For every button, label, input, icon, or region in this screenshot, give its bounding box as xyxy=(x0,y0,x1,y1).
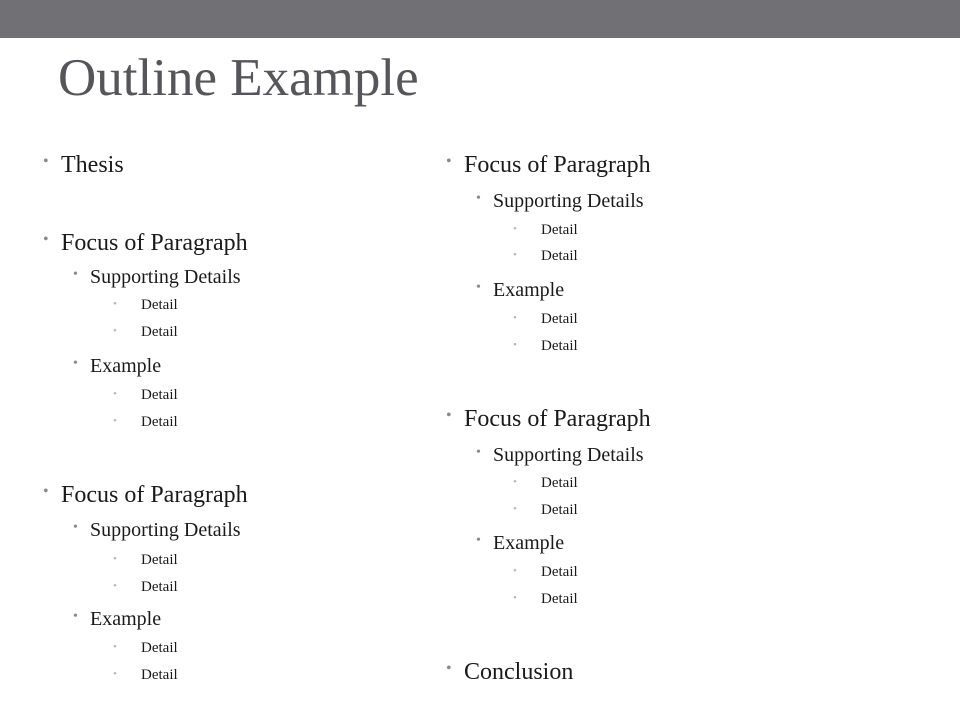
outline-item-label: Conclusion xyxy=(464,659,574,685)
outline-item-label: Detail xyxy=(141,297,178,313)
outline-item-label: Thesis xyxy=(61,152,124,178)
outline-item-focus xyxy=(43,230,248,256)
bullet-icon: • xyxy=(43,483,49,500)
outline-item-label: Supporting Details xyxy=(90,519,241,541)
bullet-icon: • xyxy=(113,298,117,310)
outline-item-label: Detail xyxy=(141,667,178,683)
outline-item-label: Example xyxy=(493,279,565,301)
bullet-icon: • xyxy=(446,407,452,424)
outline-item-label: Supporting Details xyxy=(493,444,644,466)
bullet-icon: • xyxy=(513,476,517,488)
bullet-icon: • xyxy=(43,153,49,170)
outline-detail xyxy=(513,502,578,518)
bullet-icon: • xyxy=(73,267,78,282)
outline-item-label: Focus of Paragraph xyxy=(61,230,248,256)
outline-item-label: Detail xyxy=(541,311,578,327)
outline-subitem-supporting-details xyxy=(476,444,644,466)
outline-item-focus xyxy=(446,406,651,432)
outline-item-label: Detail xyxy=(541,591,578,607)
outline-item-label: Detail xyxy=(141,324,178,340)
bullet-icon: • xyxy=(513,339,517,351)
outline-item-label: Detail xyxy=(541,475,578,491)
outline-subitem-example xyxy=(476,279,565,301)
outline-item-label: Focus of Paragraph xyxy=(464,152,651,178)
outline-detail xyxy=(513,222,578,238)
bullet-icon: • xyxy=(513,503,517,515)
bullet-icon: • xyxy=(513,249,517,261)
outline-item-conclusion xyxy=(446,659,574,685)
outline-item-label: Detail xyxy=(541,564,578,580)
outline-item-label: Example xyxy=(493,532,565,554)
outline-item-label: Example xyxy=(90,355,162,377)
bullet-icon: • xyxy=(513,312,517,324)
outline-subitem-example xyxy=(476,532,565,554)
outline-detail xyxy=(513,311,578,327)
outline-detail xyxy=(113,552,178,568)
outline-subitem-supporting-details xyxy=(73,519,241,541)
outline-item-focus xyxy=(43,482,248,508)
bullet-icon: • xyxy=(43,231,49,248)
outline-detail xyxy=(113,667,178,683)
outline-item-label: Detail xyxy=(541,338,578,354)
bullet-icon: • xyxy=(73,520,78,535)
outline-detail xyxy=(113,579,178,595)
top-band xyxy=(0,0,960,38)
outline-item-label: Supporting Details xyxy=(90,266,241,288)
bullet-icon: • xyxy=(513,565,517,577)
bullet-icon: • xyxy=(513,592,517,604)
outline-item-label: Detail xyxy=(141,414,178,430)
outline-item-thesis xyxy=(43,152,124,178)
bullet-icon: • xyxy=(113,325,117,337)
outline-detail xyxy=(513,475,578,491)
outline-subitem-example xyxy=(73,608,162,630)
bullet-icon: • xyxy=(113,668,117,680)
outline-item-label: Supporting Details xyxy=(493,190,644,212)
bullet-icon: • xyxy=(476,280,481,295)
bullet-icon: • xyxy=(113,415,117,427)
outline-item-label: Detail xyxy=(141,552,178,568)
bullet-icon: • xyxy=(446,153,452,170)
outline-item-label: Example xyxy=(90,608,162,630)
slide-title: Outline Example xyxy=(58,49,419,107)
outline-detail xyxy=(113,297,178,313)
outline-item-label: Focus of Paragraph xyxy=(61,482,248,508)
bullet-icon: • xyxy=(513,223,517,235)
outline-detail xyxy=(113,414,178,430)
bullet-icon: • xyxy=(113,553,117,565)
bullet-icon: • xyxy=(73,356,78,371)
bullet-icon: • xyxy=(476,533,481,548)
outline-detail xyxy=(113,640,178,656)
bullet-icon: • xyxy=(446,660,452,677)
outline-item-label: Detail xyxy=(541,502,578,518)
outline-item-label: Focus of Paragraph xyxy=(464,406,651,432)
outline-item-label: Detail xyxy=(141,579,178,595)
bullet-icon: • xyxy=(476,191,481,206)
outline-item-label: Detail xyxy=(141,387,178,403)
outline-subitem-supporting-details xyxy=(73,266,241,288)
bullet-icon: • xyxy=(73,609,78,624)
outline-item-label: Detail xyxy=(141,640,178,656)
outline-detail xyxy=(513,248,578,264)
outline-subitem-example xyxy=(73,355,162,377)
outline-item-label: Detail xyxy=(541,222,578,238)
outline-detail xyxy=(113,324,178,340)
outline-subitem-supporting-details xyxy=(476,190,644,212)
outline-item-focus xyxy=(446,152,651,178)
outline-item-label: Detail xyxy=(541,248,578,264)
bullet-icon: • xyxy=(113,580,117,592)
bullet-icon: • xyxy=(113,388,117,400)
outline-detail xyxy=(513,591,578,607)
outline-detail xyxy=(513,564,578,580)
bullet-icon: • xyxy=(476,445,481,460)
bullet-icon: • xyxy=(113,641,117,653)
outline-detail xyxy=(113,387,178,403)
outline-detail xyxy=(513,338,578,354)
